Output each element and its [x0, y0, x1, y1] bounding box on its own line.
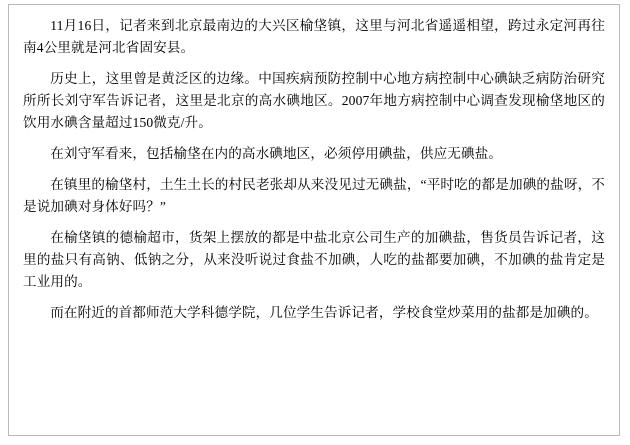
paragraph: 而在附近的首都师范大学科德学院，几位学生告诉记者，学校食堂炒菜用的盐都是加碘的。	[50, 305, 598, 321]
paragraph: 在刘守军看来，包括榆垡在内的高水碘地区，必须停用碘盐，供应无碘盐。	[50, 146, 503, 162]
paragraph: 11月16日，记者来到北京最南边的大兴区榆垡镇，这里与河北省遥遥相望，跨过永定河再往南4公里就是河北省固安县。	[23, 18, 605, 56]
document-text-frame	[8, 4, 620, 436]
paragraph: 在镇里的榆垡村，土生土长的村民老张却从来没见过无碘盐，“平时吃的都是加碘的盐呀，不是说加碘对身体好吗？”	[23, 177, 605, 215]
paragraph: 在榆垡镇的德榆超市，货架上摆放的都是中盐北京公司生产的加碘盐，售货员告诉记者，这里的盐只有高钠、低钠之分，从来没听说过食盐不加碘，人吃的盐都要加碘，不加碘的盐肯定是工业用的。	[23, 230, 605, 290]
paragraph: 历史上，这里曾是黄泛区的边缘。中国疾病预防控制中心地方病控制中心碘缺乏病防治研究所所长刘守军告诉记者，这里是北京的高水碘地区。2007年地方病控制中心调查发现榆垡地区的饮用水碘含量超过150微克/升。	[23, 71, 605, 131]
